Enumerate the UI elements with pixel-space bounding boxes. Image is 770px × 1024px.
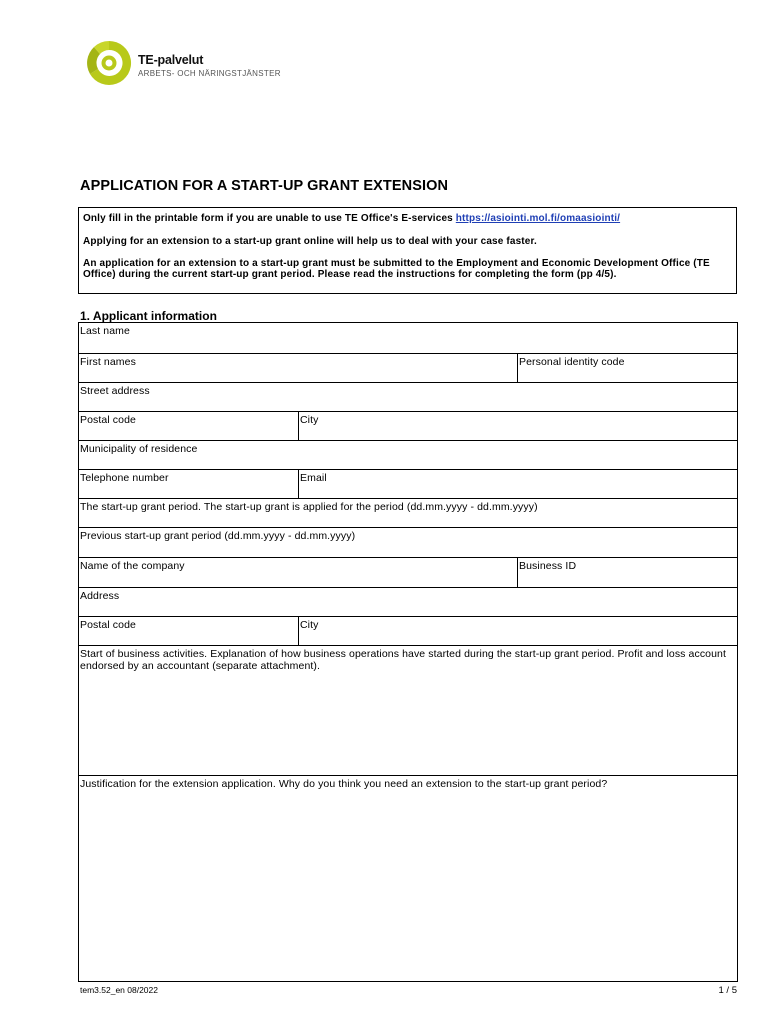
city-label: City [300, 414, 319, 426]
instructions-line-3: An application for an extension to a start-up grant must be submitted to the Employment and Economic Development Office (TE Office) during the current start-up grant period. Please read the instructions for completing the form (pp 4/5). [83, 258, 710, 280]
email-field[interactable] [298, 470, 737, 498]
page-title: APPLICATION FOR A START-UP GRANT EXTENSION [80, 178, 449, 194]
address-label: Address [80, 590, 120, 602]
section-applicant-information-title: 1. Applicant information [80, 309, 217, 323]
e-services-link[interactable]: https://asiointi.mol.fi/omaasiointi/ [455, 213, 621, 224]
form-row-address [79, 587, 737, 616]
grant-period-label: The start-up grant period. The start-up grant is applied for the period (dd.mm.yyyy - dd.mm.yyyy) [80, 501, 538, 513]
logo-brand-text: TE-palvelut [138, 53, 204, 67]
form-row-company-postal-city [79, 616, 737, 645]
company-name-field[interactable] [79, 558, 517, 587]
form-row-telephone-email [79, 469, 737, 498]
telephone-field[interactable] [79, 470, 298, 498]
page-number: 1 / 5 [718, 985, 737, 996]
company-postal-code-field[interactable] [79, 617, 298, 645]
grant-period-field[interactable] [79, 499, 737, 527]
company-city-field[interactable] [298, 617, 737, 645]
email-label: Email [300, 472, 327, 484]
last-name-field[interactable] [79, 323, 737, 353]
form-row-justification [79, 775, 737, 981]
previous-period-label: Previous start-up grant period (dd.mm.yyyy - dd.mm.yyyy) [80, 530, 356, 542]
company-postal-code-label: Postal code [80, 619, 136, 631]
form-row-street-address [79, 382, 737, 411]
form-row-last-name [79, 323, 737, 353]
justification-field[interactable] [79, 776, 737, 981]
first-names-field[interactable] [79, 354, 517, 382]
telephone-label: Telephone number [80, 472, 169, 484]
business-id-label: Business ID [519, 560, 577, 572]
form-code: tem3.52_en 08/2022 [80, 985, 158, 995]
personal-identity-code-field[interactable] [517, 354, 737, 382]
form-row-previous-period [79, 527, 737, 557]
form-row-postal-city [79, 411, 737, 440]
form-row-company [79, 557, 737, 587]
instructions-line-2: Applying for an extension to a start-up grant online will help us to deal with your case faster. [83, 236, 537, 247]
first-names-label: First names [80, 356, 136, 368]
last-name-label: Last name [80, 325, 130, 337]
justification-label: Justification for the extension application. Why do you think you need an extension to the start-up grant period? [80, 778, 608, 790]
municipality-label: Municipality of residence [80, 443, 198, 455]
company-name-label: Name of the company [80, 560, 185, 572]
postal-code-field[interactable] [79, 412, 298, 440]
address-field[interactable] [79, 588, 737, 616]
business-start-field[interactable] [79, 646, 737, 775]
street-address-label: Street address [80, 385, 150, 397]
form-row-first-names [79, 353, 737, 382]
municipality-field[interactable] [79, 441, 737, 469]
applicant-information-form [78, 322, 738, 982]
instructions-line-1-text: Only fill in the printable form if you are unable to use TE Office's E-services [83, 213, 456, 224]
company-city-label: City [300, 619, 319, 631]
instructions-box [78, 207, 737, 294]
personal-identity-code-label: Personal identity code [519, 356, 625, 368]
business-start-label: Start of business activities. Explanation of how business operations have started during the start-up grant period. Profit and loss account endorsed by an accountant (separate attachment). [80, 648, 727, 672]
previous-period-field[interactable] [79, 528, 737, 557]
postal-code-label: Postal code [80, 414, 136, 426]
logo-subtitle-text: ARBETS- OCH NÄRINGSTJÄNSTER [138, 69, 281, 78]
te-palvelut-logo-mark [84, 38, 134, 88]
form-row-grant-period [79, 498, 737, 527]
form-row-business-start [79, 645, 737, 775]
instructions-line-1 [83, 213, 620, 224]
city-field[interactable] [298, 412, 737, 440]
street-address-field[interactable] [79, 383, 737, 411]
te-palvelut-logo [84, 38, 281, 88]
form-row-municipality [79, 440, 737, 469]
business-id-field[interactable] [517, 558, 737, 587]
